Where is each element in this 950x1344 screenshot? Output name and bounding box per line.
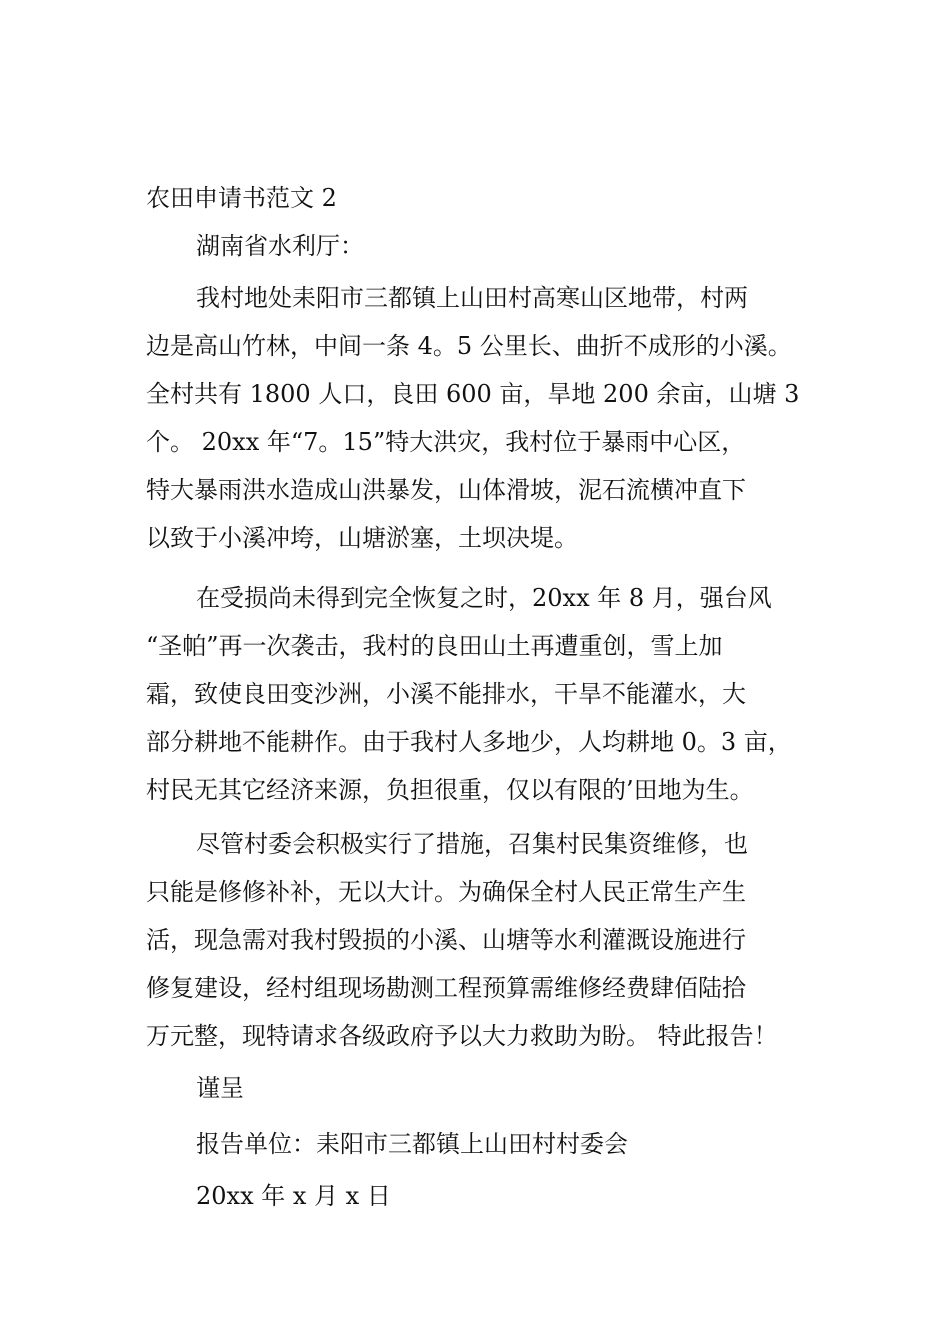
- paragraph-line: 特大暴雨洪水造成山洪暴发，山体滑坡，泥石流横冲直下: [146, 476, 746, 504]
- paragraph-line: 霜，致使良田变沙洲，小溪不能排水，干旱不能灌水，大: [146, 680, 746, 708]
- reporting-unit: 报告单位：耒阳市三都镇上山田村村委会: [196, 1130, 628, 1158]
- paragraph-line: “圣帕”再一次袭击，我村的良田山土再遭重创，雪上加: [146, 632, 723, 660]
- paragraph-line: 我村地处耒阳市三都镇上山田村高寒山区地带，村两: [196, 284, 748, 312]
- paragraph-line: 修复建设，经村组现场勘测工程预算需维修经费肆佰陆拾: [146, 974, 746, 1002]
- paragraph-line: 边是高山竹林，中间一条 4。5 公里长、曲折不成形的小溪。: [146, 332, 792, 360]
- paragraph-2: [146, 574, 836, 814]
- paragraph-line: 尽管村委会积极实行了措施，召集村民集资维修，也: [196, 830, 748, 858]
- paragraph-1: [146, 274, 836, 562]
- paragraph-line: 个。 20xx 年“7。15”特大洪灾，我村位于暴雨中心区，: [146, 428, 746, 456]
- paragraph-line: 村民无其它经济来源，负担很重，仅以有限的’田地为生。: [146, 776, 754, 804]
- paragraph-line: 万元整，现特请求各级政府予以大力救助为盼。 特此报告！: [146, 1022, 778, 1050]
- paragraph-line: 活，现急需对我村毁损的小溪、山塘等水利灌溉设施进行: [146, 926, 746, 954]
- paragraph-3: [146, 820, 836, 1060]
- paragraph-line: 只能是修修补补，无以大计。为确保全村人民正常生产生: [146, 878, 746, 906]
- salutation: 湖南省水利厅：: [196, 232, 364, 260]
- document-title: 农田申请书范文 2: [146, 184, 337, 212]
- closing-phrase: 谨呈: [196, 1074, 244, 1102]
- paragraph-line: 以致于小溪冲垮，山塘淤塞，土坝决堤。: [146, 524, 578, 552]
- paragraph-line: 全村共有 1800 人口，良田 600 亩，旱地 200 余亩，山塘 3: [146, 380, 800, 408]
- paragraph-line: 部分耕地不能耕作。由于我村人多地少，人均耕地 0。3 亩，: [146, 728, 792, 756]
- paragraph-line: 在受损尚未得到完全恢复之时，20xx 年 8 月，强台风: [196, 584, 772, 612]
- report-date: 20xx 年 x 月 x 日: [196, 1182, 391, 1210]
